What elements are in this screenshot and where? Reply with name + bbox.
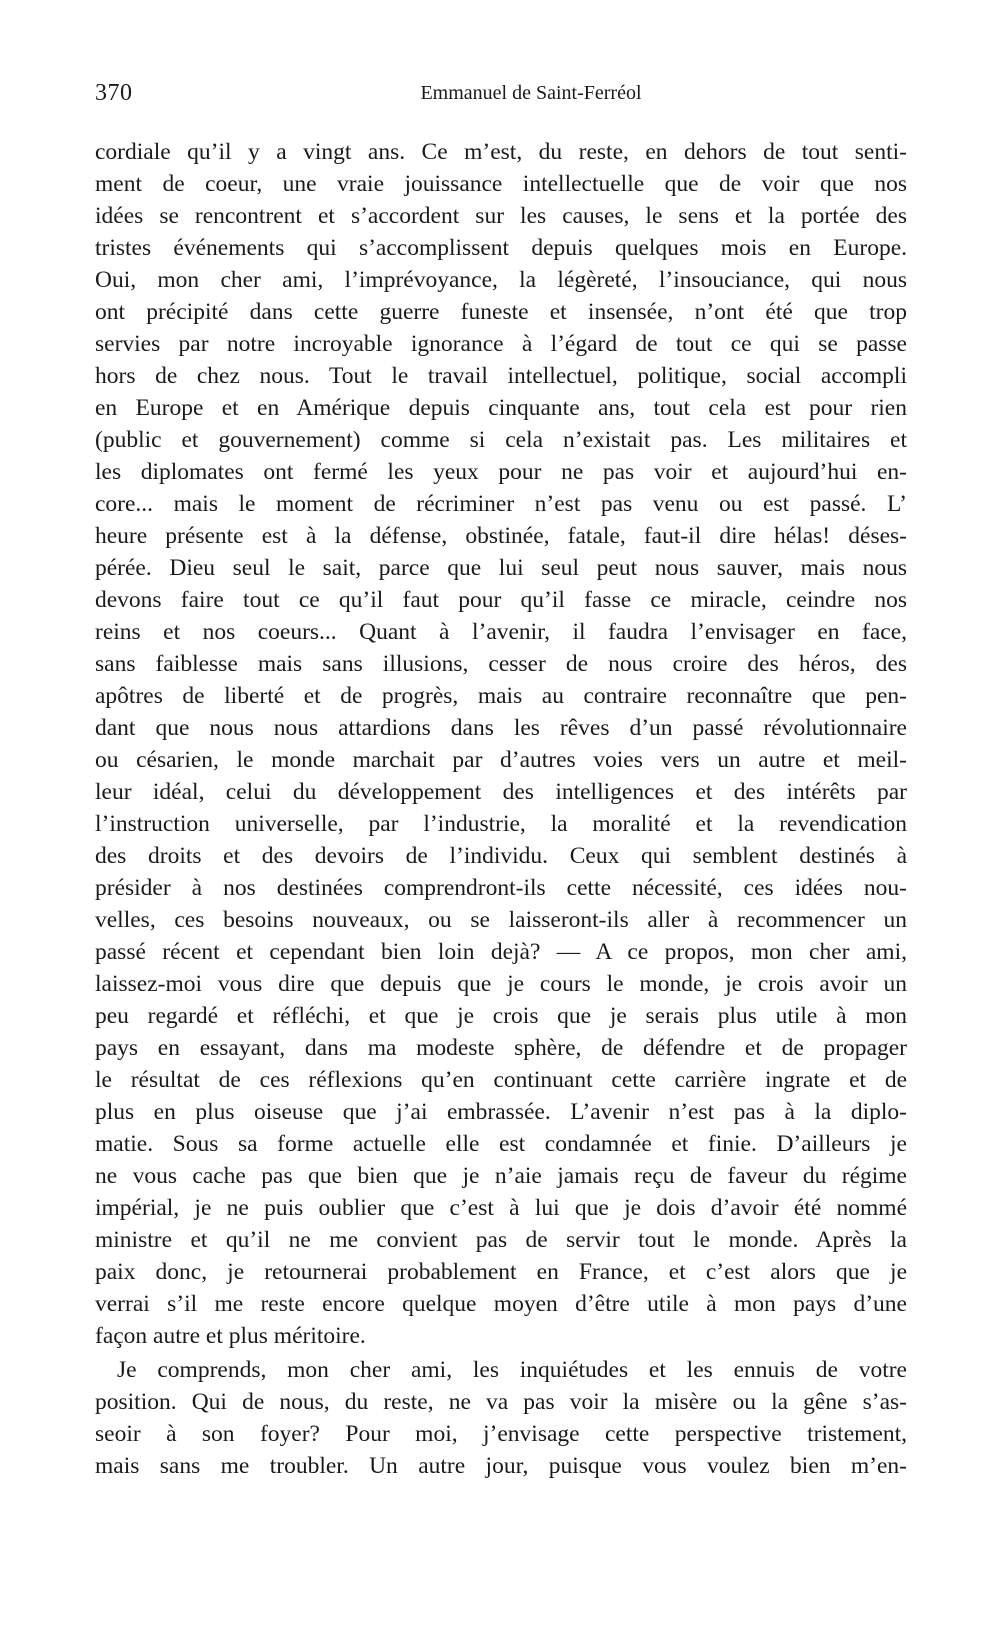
text-line: paix donc, je retournerai probablement en France, et c’est alors que je — [95, 1259, 907, 1285]
body-text — [95, 136, 907, 1482]
text-line: seoir à son foyer? Pour moi, j’envisage cette perspective tristement, — [95, 1421, 907, 1447]
text-line: ou césarien, le monde marchait par d’autres voies vers un autre et meil- — [95, 747, 907, 773]
page-header — [95, 80, 907, 110]
text-line: matie. Sous sa forme actuelle elle est condamnée et finie. D’ailleurs je — [95, 1131, 907, 1157]
text-line: leur idéal, celui du développement des intelligences et des intérêts par — [95, 779, 907, 805]
text-line: plus en plus oiseuse que j’ai embrassée. L’avenir n’est pas à la diplo- — [95, 1099, 907, 1125]
text-line: peu regardé et réfléchi, et que je crois que je serais plus utile à mon — [95, 1003, 907, 1029]
text-line: core... mais le moment de récriminer n’est pas venu ou est passé. L’ — [95, 491, 907, 517]
paragraph — [95, 1354, 907, 1482]
text-line: pérée. Dieu seul le sait, parce que lui seul peut nous sauver, mais nous — [95, 555, 907, 581]
text-line: apôtres de liberté et de progrès, mais au contraire reconnaître que pen- — [95, 683, 907, 709]
text-line: sans faiblesse mais sans illusions, cesser de nous croire des héros, des — [95, 651, 907, 677]
text-line: les diplomates ont fermé les yeux pour ne pas voir et aujourd’hui en- — [95, 459, 907, 485]
text-line: des droits et des devoirs de l’individu. Ceux qui semblent destinés à — [95, 843, 907, 869]
text-line: velles, ces besoins nouveaux, ou se laisseront-ils aller à recommencer un — [95, 907, 907, 933]
text-line: idées se rencontrent et s’accordent sur les causes, le sens et la portée des — [95, 203, 907, 229]
text-line: position. Qui de nous, du reste, ne va pas voir la misère ou la gêne s’as- — [95, 1389, 907, 1415]
text-line: présider à nos destinées comprendront-ils cette nécessité, ces idées nou- — [95, 875, 907, 901]
text-line: tristes événements qui s’accomplissent depuis quelques mois en Europe. — [95, 235, 907, 261]
page-number: 370 — [95, 80, 133, 106]
text-line: ministre et qu’il ne me convient pas de servir tout le monde. Après la — [95, 1227, 907, 1253]
text-line: laissez-moi vous dire que depuis que je cours le monde, je crois avoir un — [95, 971, 907, 997]
text-line: (public et gouvernement) comme si cela n’existait pas. Les militaires et — [95, 427, 907, 453]
text-line: servies par notre incroyable ignorance à l’égard de tout ce qui se passe — [95, 331, 907, 357]
text-line: passé récent et cependant bien loin dejà? — A ce propos, mon cher ami, — [95, 939, 907, 965]
text-line: le résultat de ces réflexions qu’en continuant cette carrière ingrate et de — [95, 1067, 907, 1093]
text-line: façon autre et plus méritoire. — [95, 1323, 366, 1349]
running-head: Emmanuel de Saint-Ferréol — [420, 82, 642, 104]
text-line: ont précipité dans cette guerre funeste et insensée, n’ont été que trop — [95, 299, 907, 325]
text-line: ne vous cache pas que bien que je n’aie jamais reçu de faveur du régime — [95, 1163, 907, 1189]
text-line: dant que nous nous attardions dans les rêves d’un passé révolutionnaire — [95, 715, 907, 741]
text-line: verrai s’il me reste encore quelque moyen d’être utile à mon pays d’une — [95, 1291, 907, 1317]
text-line: heure présente est à la défense, obstinée, fatale, faut-il dire hélas! déses- — [95, 523, 907, 549]
text-line: impérial, je ne puis oublier que c’est à lui que je dois d’avoir été nommé — [95, 1195, 907, 1221]
text-line: pays en essayant, dans ma modeste sphère, de défendre et de propager — [95, 1035, 907, 1061]
text-line: devons faire tout ce qu’il faut pour qu’il fasse ce miracle, ceindre nos — [95, 587, 907, 613]
text-line: Je comprends, mon cher ami, les inquiétudes et les ennuis de votre — [117, 1357, 907, 1383]
text-line: en Europe et en Amérique depuis cinquante ans, tout cela est pour rien — [95, 395, 907, 421]
text-line: Oui, mon cher ami, l’imprévoyance, la légèreté, l’insouciance, qui nous — [95, 267, 907, 293]
text-line: mais sans me troubler. Un autre jour, puisque vous voulez bien m’en- — [95, 1453, 907, 1479]
text-line: l’instruction universelle, par l’industrie, la moralité et la revendication — [95, 811, 907, 837]
text-line: hors de chez nous. Tout le travail intellectuel, politique, social accompli — [95, 363, 907, 389]
paragraph — [95, 136, 907, 1352]
text-line: reins et nos coeurs... Quant à l’avenir, il faudra l’envisager en face, — [95, 619, 907, 645]
text-line: cordiale qu’il y a vingt ans. Ce m’est, du reste, en dehors de tout senti- — [95, 139, 907, 165]
text-line: ment de coeur, une vraie jouissance intellectuelle que de voir que nos — [95, 171, 907, 197]
